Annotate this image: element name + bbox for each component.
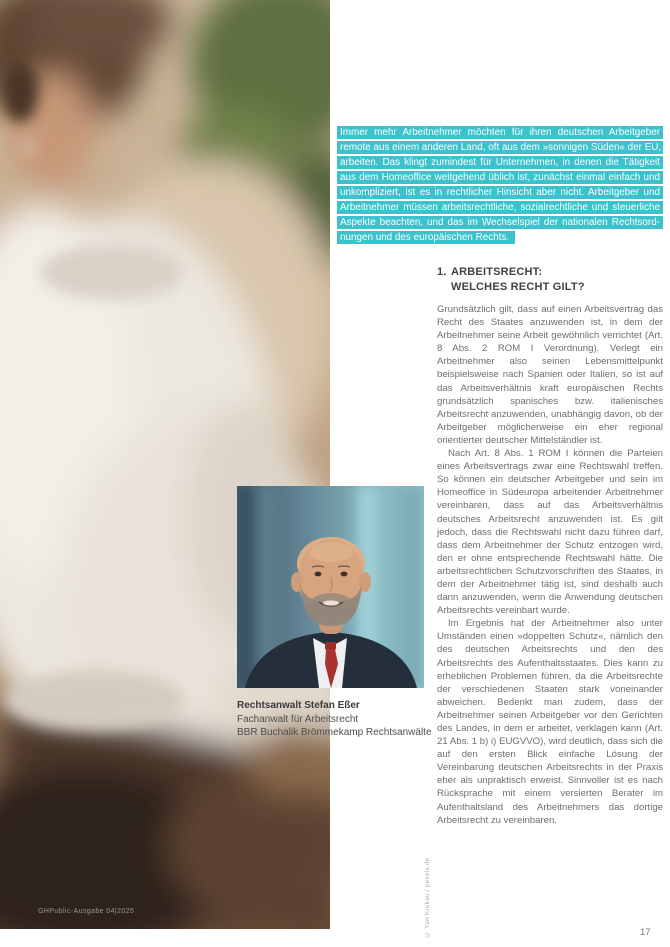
body-paragraph: Nach Art. 8 Abs. 1 ROM I können die Parteien eines Arbeitsvertrags zwar eine Rechtswahl treffen. So können ein deutscher Arbeitgeber und sein im Homeoffice in Südeuropa arbeitender Arbeitnehmer vereinbaren, dass auf das Arbeitsverhältnis deutsches Arbeitsrecht anzuwenden ist. Es gilt jedoch, dass die Rechtswahl nicht dazu führen darf, dass dem Arbeitnehmer der Schutz entzogen wird, den er ohne entsprechende Rechtswahl hätte. Die arbeitsrechtlichen Schutzvorschriften des Staates, in dem der Arbeitnehmer tätig ist, sind deshalb auch dann anzuwenden, wenn die Anwendung deutschen Arbeitsrechts vereinbart wurde. xyxy=(437,448,663,617)
intro-line: aus dem Homeoffice weitgehend üblich ist, zunächst einmal einfach und xyxy=(337,171,663,184)
portrait-illustration xyxy=(237,486,424,688)
section-heading xyxy=(437,265,663,295)
article-body-column xyxy=(437,303,663,827)
body-paragraph: Grundsätzlich gilt, dass auf einen Arbeitsvertrag das Recht des Staates anzuwenden ist, in dem der Arbeitnehmer seine Arbeit gewöhnlich verrichtet (Art. 8 Abs. 2 ROM I Verordnung). Verlegt ein Arbeitnehmer also seinen Lebensmittelpunkt beispielsweise nach Spanien oder Italien, so ist auf das Arbeitsverhältnis kraft europäischen Rechts grundsätzlich spanisches bzw. italienisches Arbeitsrecht anzuwenden, unabhängig davon, ob der Arbeitgeber möglicherweise ein eher regional orientierter deutscher Mittelständler ist. xyxy=(437,304,663,446)
left-photo-woman-white-shirt xyxy=(0,0,330,929)
left-photo-illustration xyxy=(0,0,330,929)
intro-line: Aspekte beachten, und das im Wechselspiel der nationalen Rechtsord- xyxy=(337,216,663,229)
caption-role: Fachanwalt für Arbeitsrecht xyxy=(237,713,359,725)
intro-line: Arbeitnehmer müssen arbeitsrechtliche, sozialrechtliche und steuerliche xyxy=(337,201,663,214)
intro-line: nungen und des europäischen Rechts. xyxy=(337,231,515,244)
body-paragraph: Im Ergebnis hat der Arbeitnehmer also unter Umständen einen »doppelten Schutz«, nämlich den des deutschen Arbeitsrechts und den des Arbeitsrechts des Aufenthaltsstaates. Dies kann zu erheblichen Problemen führen, da die Arbeitsrechte der verschiedenen Staaten stark voneinander abweichen. Bedenkt man zudem, dass der Arbeitnehmer seinen Arbeitgeber vor den Gerichten des Landes, in dem er arbeitet, verklagen kann (Art. 21 Abs. 1 b) i) EUGVVO), wird deutlich, dass sich die auf den ersten Blick einfache Lösung der Vereinbarung deutschen Arbeitsrechts in der Praxis eher als unpraktisch erweist. Sinnvoller ist es nach Rücksprache mit einem versierten Berater im Aufenthaltsland des Arbeitnehmers das dortige Arbeitsrecht zu vereinbaren. xyxy=(437,618,663,826)
caption-firm: BBR Buchalik Brömmekamp Rechtsanwälte xyxy=(237,727,432,739)
intro-line: unkompliziert, ist es in rechtlicher Hinsicht aber nicht. Arbeitgeber und xyxy=(337,186,663,199)
intro-line: remote aus einem anderen Land, oft aus dem »sonnigen Süden« der EU, xyxy=(337,141,663,154)
photo-credit: © Yan Krukau / pexels.de xyxy=(424,857,431,938)
caption-name: Rechtsanwalt Stefan Eßer xyxy=(237,700,360,711)
portrait-caption xyxy=(237,699,437,740)
intro-line: arbeiten. Das klingt zumindest für Unternehmen, in denen die Tätigkeit xyxy=(337,156,663,169)
section-title-line2: WELCHES RECHT GILT? xyxy=(451,281,585,293)
intro-standfirst xyxy=(337,126,663,246)
page-number: 17 xyxy=(640,927,651,938)
section-number: 1. xyxy=(437,266,447,278)
portrait-photo-stefan-esser xyxy=(237,486,424,688)
section-title-line1: ARBEITSRECHT: xyxy=(451,266,543,278)
intro-line: Immer mehr Arbeitnehmer möchten für ihren deutschen Arbeitgeber xyxy=(337,126,663,139)
spacer xyxy=(437,280,451,295)
footer-issue-credit: GHPublic-Ausgabe 04|2025 xyxy=(38,908,135,915)
